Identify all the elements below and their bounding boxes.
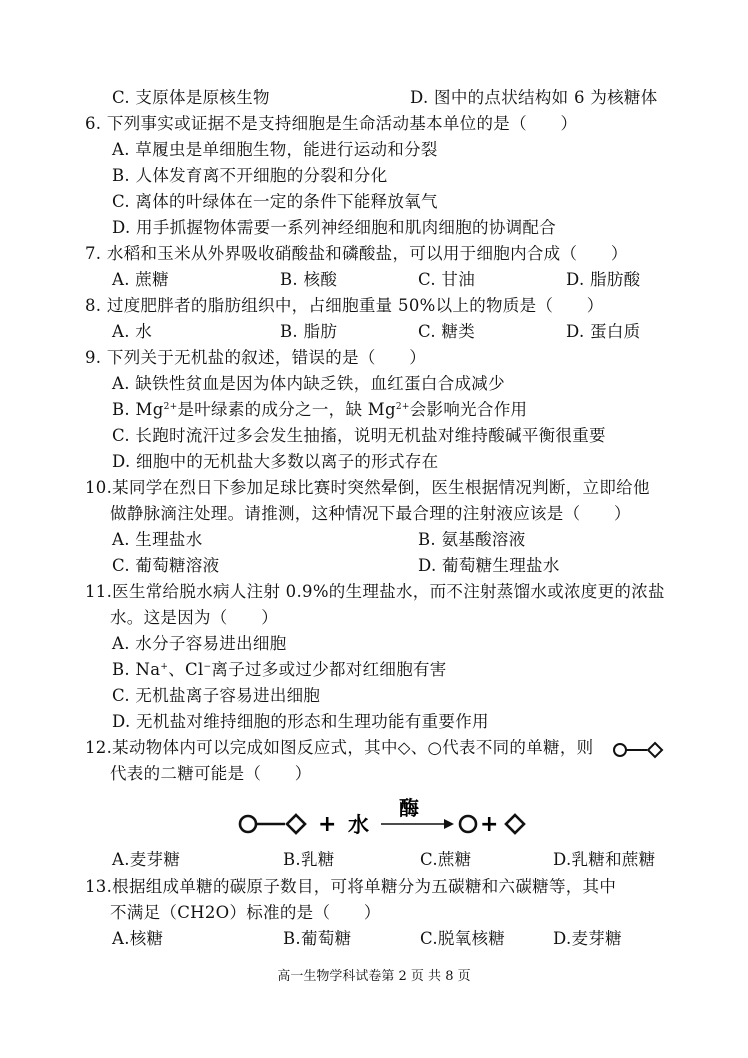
q9-option-a: A. 缺铁性贫血是因为体内缺乏铁，血红蛋白合成减少 — [112, 374, 505, 393]
q10-option-b: B. 氨基酸溶液 — [418, 530, 526, 549]
q12-stem-line1: 12.某动物体内可以完成如图反应式，其中◇、○代表不同的单糖，则 — [85, 738, 594, 757]
q6-option-b: B. 人体发育离不开细胞的分裂和分化 — [112, 166, 388, 185]
q13-option-c: C.脱氧核糖 — [420, 929, 506, 948]
q9-option-c: C. 长跑时流汗过多会发生抽搐，说明无机盐对维持酸碱平衡很重要 — [112, 426, 606, 445]
q5-option-c: C. 支原体是原核生物 — [112, 88, 270, 107]
q7-option-a: A. 蔗糖 — [112, 270, 169, 289]
q13-option-d: D.麦芽糖 — [553, 929, 622, 948]
q9-option-b: B. $Mg^{2+}$是叶绿素的成分之一，缺 $Mg^{2+}$会影响光合作用 — [112, 400, 528, 419]
plus-sign-2: + — [480, 812, 499, 837]
q11-option-d: D. 无机盐对维持细胞的形态和生理功能有重要作用 — [112, 712, 489, 731]
q12-option-c: C.蔗糖 — [420, 850, 472, 869]
q11-stem-line2: 水。这是因为（ ） — [110, 608, 278, 627]
q8-option-d: D. 蛋白质 — [566, 322, 641, 341]
q8-option-b: B. 脂肪 — [280, 322, 338, 341]
reaction-arrow — [381, 819, 454, 829]
q10-option-d: D. 葡萄糖生理盐水 — [418, 556, 560, 575]
q11-stem-line1: 11.医生常给脱水病人注射 0.9%的生理盐水，而不注射蒸馏水或浓度更的浓盐 — [85, 582, 665, 601]
q12-option-a: A.麦芽糖 — [112, 850, 181, 869]
q10-option-c: C. 葡萄糖溶液 — [112, 556, 220, 575]
disaccharide-inline-icon — [611, 740, 665, 760]
q6-option-a: A. 草履虫是单细胞生物，能进行运动和分裂 — [112, 140, 438, 159]
q6-stem: 6. 下列事实或证据不是支持细胞是生命活动基本单位的是（ ） — [85, 114, 578, 133]
q12-option-b: B.乳糖 — [283, 850, 335, 869]
q12-stem-line2: 代表的二糖可能是（ ） — [110, 764, 312, 783]
reaction-diagram — [232, 796, 532, 842]
q11-option-b: B. Na+、Cl−离子过多或过少都对红细胞有害 — [112, 660, 447, 679]
q8-stem: 8. 过度肥胖者的脂肪组织中，占细胞重量 50%以上的物质是（ ） — [85, 296, 604, 315]
q7-option-d: D. 脂肪酸 — [566, 270, 641, 289]
q6-option-d: D. 用手抓握物体需要一系列神经细胞和肌肉细胞的协调配合 — [112, 218, 557, 237]
q9-option-d: D. 细胞中的无机盐大多数以离子的形式存在 — [112, 452, 439, 471]
q10-stem-line1: 10.某同学在烈日下参加足球比赛时突然晕倒，医生根据情况判断，立即给他 — [85, 478, 650, 497]
page-footer: 高一生物学科试卷第 2 页 共 8 页 — [277, 969, 471, 984]
q10-stem-line2: 做静脉滴注处理。请推测，这种情况下最合理的注射液应该是（ ） — [110, 504, 631, 523]
q8-option-a: A. 水 — [112, 322, 153, 341]
q7-option-c: C. 甘油 — [418, 270, 476, 289]
q10-option-a: A. 生理盐水 — [112, 530, 203, 549]
enzyme-label: 酶 — [399, 796, 419, 820]
q11-option-c: C. 无机盐离子容易进出细胞 — [112, 686, 321, 705]
q9-stem: 9. 下列关于无机盐的叙述，错误的是（ ） — [85, 348, 427, 367]
q13-stem-line2: 不满足（CH2O）标准的是（ ） — [110, 903, 381, 922]
monosaccharide-diamond-icon — [506, 815, 524, 833]
q7-option-b: B. 核酸 — [280, 270, 338, 289]
q8-option-c: C. 糖类 — [418, 322, 476, 341]
q13-option-b: B.葡萄糖 — [283, 929, 352, 948]
q6-option-c: C. 离体的叶绿体在一定的条件下能释放氧气 — [112, 192, 438, 211]
monosaccharide-circle-icon — [460, 816, 476, 832]
q5-option-d: D. 图中的点状结构如 6 为核糖体 — [410, 88, 658, 107]
q13-stem-line1: 13.根据组成单糖的碳原子数目，可将单糖分为五碳糖和六碳糖等，其中 — [85, 877, 617, 896]
q12-option-d: D.乳糖和蔗糖 — [553, 850, 656, 869]
q13-option-a: A.核糖 — [112, 929, 164, 948]
water-label: 水 — [348, 812, 369, 837]
disaccharide-icon — [240, 815, 305, 833]
q7-stem: 7. 水稻和玉米从外界吸收硝酸盐和磷酸盐，可以用于细胞内合成（ ） — [85, 244, 628, 263]
q11-option-a: A. 水分子容易进出细胞 — [112, 634, 287, 653]
plus-sign: + — [318, 812, 337, 837]
